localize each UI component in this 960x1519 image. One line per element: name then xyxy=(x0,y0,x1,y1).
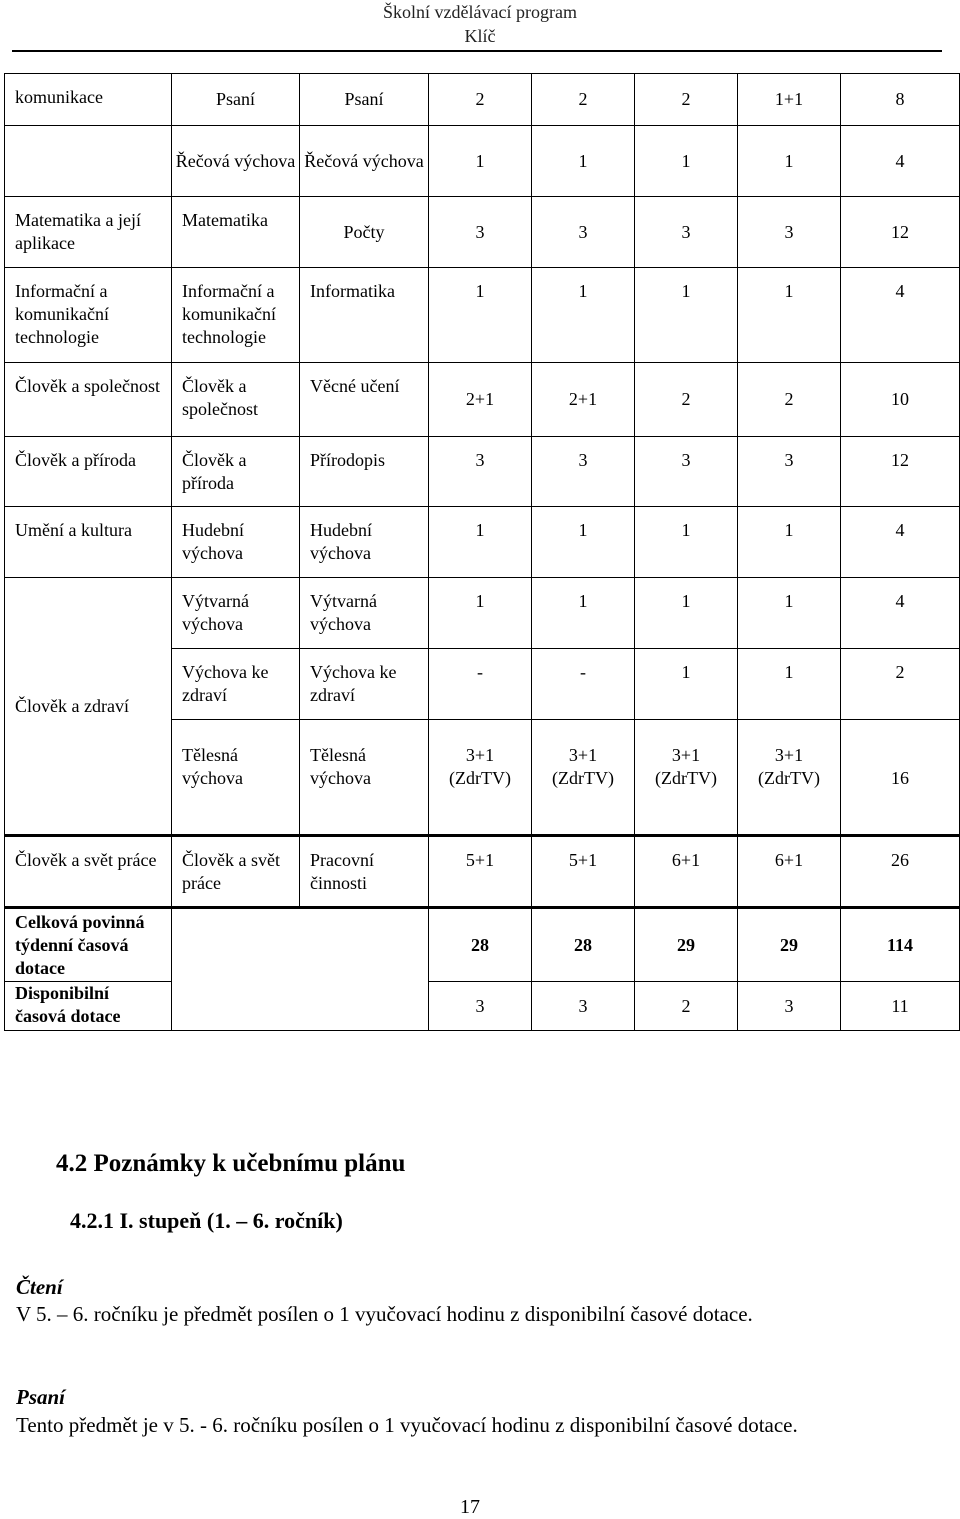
field-cell: Tělesná výchova xyxy=(172,720,300,836)
value-cell: 5+1 xyxy=(429,836,532,908)
subject-cell: Řečová výchova xyxy=(300,126,429,197)
value-cell: 1 xyxy=(635,126,738,197)
subject-cell: Pracovní činnosti xyxy=(300,836,429,908)
total-cell: 4 xyxy=(841,268,960,363)
area-cell: Člověk a zdraví xyxy=(5,578,172,836)
subsection-title: 4.2.1 I. stupeň (1. – 6. ročník) xyxy=(70,1208,343,1233)
note-subject: Čtení xyxy=(16,1275,63,1299)
value-cell: 5+1 xyxy=(532,836,635,908)
value-cell: 2 xyxy=(635,74,738,126)
value-cell: 1 xyxy=(635,268,738,363)
area-cell: komunikace xyxy=(5,74,172,126)
value-cell: 2+1 xyxy=(429,363,532,437)
field-cell: Matematika xyxy=(172,197,300,268)
section-title: 4.2 Poznámky k učebnímu plánu xyxy=(56,1150,406,1177)
subject-cell: Výtvarná výchova xyxy=(300,578,429,649)
table-row xyxy=(5,268,960,363)
value-cell: 1 xyxy=(429,126,532,197)
table-row xyxy=(5,836,960,908)
value-cell: 1 xyxy=(738,507,841,578)
table-row xyxy=(5,363,960,437)
value-cell: 3 xyxy=(635,197,738,268)
value-cell: 1+1 xyxy=(738,74,841,126)
value-cell: 3 xyxy=(738,197,841,268)
value-cell: 3 xyxy=(429,982,532,1031)
note-subject: Psaní xyxy=(16,1385,66,1409)
value-cell: 3 xyxy=(738,982,841,1031)
value-cell: 3 xyxy=(429,197,532,268)
value-cell: 1 xyxy=(429,507,532,578)
total-cell: 12 xyxy=(841,437,960,507)
value-cell: 1 xyxy=(429,578,532,649)
value-cell: 3+1 (ZdrTV) xyxy=(738,720,841,836)
total-cell: 4 xyxy=(841,578,960,649)
value-cell: 2 xyxy=(738,363,841,437)
total-cell: 26 xyxy=(841,836,960,908)
area-cell: Člověk a svět práce xyxy=(5,836,172,908)
subject-cell: Psaní xyxy=(300,74,429,126)
page-number: 17 xyxy=(460,1496,480,1518)
value-cell: 3 xyxy=(635,437,738,507)
value-cell: 2 xyxy=(635,363,738,437)
value-cell: 3 xyxy=(738,437,841,507)
value-cell: 28 xyxy=(429,908,532,982)
total-cell: 2 xyxy=(841,649,960,720)
field-cell: Výtvarná výchova xyxy=(172,578,300,649)
total-cell: 8 xyxy=(841,74,960,126)
curriculum-table xyxy=(4,73,960,1031)
subject-cell: Tělesná výchova xyxy=(300,720,429,836)
value-cell: 1 xyxy=(532,507,635,578)
value-cell: 3 xyxy=(532,437,635,507)
value-cell: 1 xyxy=(635,649,738,720)
value-cell: 1 xyxy=(532,268,635,363)
area-cell xyxy=(5,126,172,197)
area-cell: Člověk a příroda xyxy=(5,437,172,507)
header-subtitle: Klíč xyxy=(464,26,496,46)
subject-cell: Přírodopis xyxy=(300,437,429,507)
area-cell: Matematika a její aplikace xyxy=(5,197,172,268)
table-row xyxy=(5,507,960,578)
subject-cell: Informatika xyxy=(300,268,429,363)
field-cell: Člověk a svět práce xyxy=(172,836,300,908)
value-cell: 2 xyxy=(532,74,635,126)
table-row xyxy=(5,982,960,1031)
total-cell: 10 xyxy=(841,363,960,437)
value-cell: 29 xyxy=(738,908,841,982)
available-label-cell: Disponibilní časová dotace xyxy=(5,982,172,1031)
value-cell: 1 xyxy=(429,268,532,363)
value-cell: 6+1 xyxy=(635,836,738,908)
value-cell: 1 xyxy=(738,578,841,649)
table-row xyxy=(5,908,960,982)
area-cell: Člověk a společnost xyxy=(5,363,172,437)
value-cell: 6+1 xyxy=(738,836,841,908)
value-cell: 3 xyxy=(429,437,532,507)
value-cell: 28 xyxy=(532,908,635,982)
value-cell: 29 xyxy=(635,908,738,982)
header-title: Školní vzdělávací program xyxy=(383,2,577,22)
table-row xyxy=(5,578,960,649)
subject-cell: Výchova ke zdraví xyxy=(300,649,429,720)
value-cell: 3 xyxy=(532,982,635,1031)
field-cell: Člověk a společnost xyxy=(172,363,300,437)
field-cell: Řečová výchova xyxy=(172,126,300,197)
value-cell: - xyxy=(429,649,532,720)
value-cell: 1 xyxy=(738,268,841,363)
table-row xyxy=(5,126,960,197)
value-cell: - xyxy=(532,649,635,720)
table-row xyxy=(5,74,960,126)
total-cell: 114 xyxy=(841,908,960,982)
header-rule xyxy=(12,50,942,52)
note-text: Tento předmět je v 5. - 6. ročníku posílen o 1 vyučovací hodinu z disponibilní časové dotace. xyxy=(16,1413,798,1437)
field-cell: Hudební výchova xyxy=(172,507,300,578)
total-label-cell: Celková povinná týdenní časová dotace xyxy=(5,908,172,982)
empty-cell xyxy=(172,908,429,1031)
value-cell: 1 xyxy=(532,578,635,649)
total-cell: 4 xyxy=(841,126,960,197)
total-cell: 16 xyxy=(841,720,960,836)
field-cell: Informační a komunikační technologie xyxy=(172,268,300,363)
value-cell: 2+1 xyxy=(532,363,635,437)
value-cell: 2 xyxy=(429,74,532,126)
total-cell: 12 xyxy=(841,197,960,268)
value-cell: 1 xyxy=(738,126,841,197)
field-cell: Psaní xyxy=(172,74,300,126)
subject-cell: Věcné učení xyxy=(300,363,429,437)
value-cell: 2 xyxy=(635,982,738,1031)
value-cell: 1 xyxy=(738,649,841,720)
subject-cell: Hudební výchova xyxy=(300,507,429,578)
subject-cell: Počty xyxy=(300,197,429,268)
table-row xyxy=(5,197,960,268)
value-cell: 3+1 (ZdrTV) xyxy=(532,720,635,836)
note-text: V 5. – 6. ročníku je předmět posílen o 1 vyučovací hodinu z disponibilní časové dotace. xyxy=(16,1302,753,1326)
value-cell: 1 xyxy=(635,507,738,578)
table-row xyxy=(5,437,960,507)
field-cell: Člověk a příroda xyxy=(172,437,300,507)
value-cell: 1 xyxy=(532,126,635,197)
field-cell: Výchova ke zdraví xyxy=(172,649,300,720)
area-cell: Informační a komunikační technologie xyxy=(5,268,172,363)
total-cell: 4 xyxy=(841,507,960,578)
value-cell: 1 xyxy=(635,578,738,649)
value-cell: 3 xyxy=(532,197,635,268)
area-cell: Umění a kultura xyxy=(5,507,172,578)
total-cell: 11 xyxy=(841,982,960,1031)
value-cell: 3+1 (ZdrTV) xyxy=(429,720,532,836)
value-cell: 3+1 (ZdrTV) xyxy=(635,720,738,836)
